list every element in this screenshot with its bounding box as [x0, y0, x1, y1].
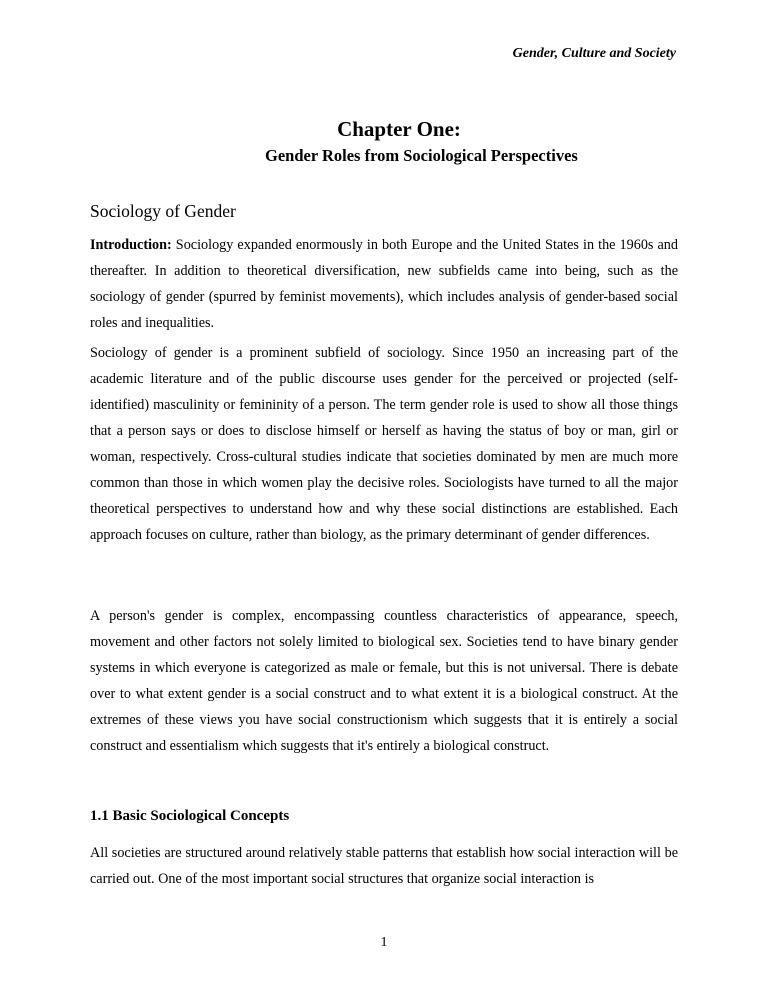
- page-number: 1: [380, 935, 388, 950]
- chapter-title: Chapter One:: [337, 117, 461, 141]
- body-paragraph: All societies are structured around relatively stable patterns that establish how social interaction will be carried out. One of the most important social structures that organize social interaction is: [90, 845, 678, 887]
- section-heading: Sociology of Gender: [90, 201, 236, 221]
- intro-lead: Introduction:: [90, 237, 172, 253]
- body-paragraph: Sociology of gender is a prominent subfield of sociology. Since 1950 an increasing part of the academic literature and of the public discourse uses gender for the perceived or projected (self-identified) masculinity or femininity of a person. The term gender role is used to show all those things that a person says or does to disclose himself or herself as having the status of boy or man, girl or woman, respectively. Cross-cultural studies indicate that societies dominated by men are much more common than those in which women play the decisive roles. Sociologists have turned to all the major theoretical perspectives to understand how and why these social distinctions are established. Each approach focuses on culture, rather than biology, as the primary determinant of gender differences.: [90, 345, 678, 543]
- body-paragraph: A person's gender is complex, encompassing countless characteristics of appearance, speech, movement and other factors not solely limited to biological sex. Societies tend to have binary gender systems in which everyone is categorized as male or female, but this is not universal. There is debate over to what extent gender is a social construct and to what extent it is a biological construct. At the extremes of these views you have social constructionism which suggests that it is entirely a social construct and essentialism which suggests that it's entirely a biological construct.: [90, 608, 678, 754]
- running-header: Gender, Culture and Society: [512, 46, 676, 61]
- chapter-subtitle: Gender Roles from Sociological Perspectives: [265, 146, 578, 165]
- intro-text: Sociology expanded enormously in both Europe and the United States in the 1960s and thereafter. In addition to theoretical diversification, new subfields came into being, such as the sociology of gender (spurred by feminist movements), which includes analysis of gender-based social roles and inequalities.: [90, 237, 678, 331]
- intro-paragraph: [90, 232, 678, 336]
- subsection-heading: 1.1 Basic Sociological Concepts: [90, 808, 290, 824]
